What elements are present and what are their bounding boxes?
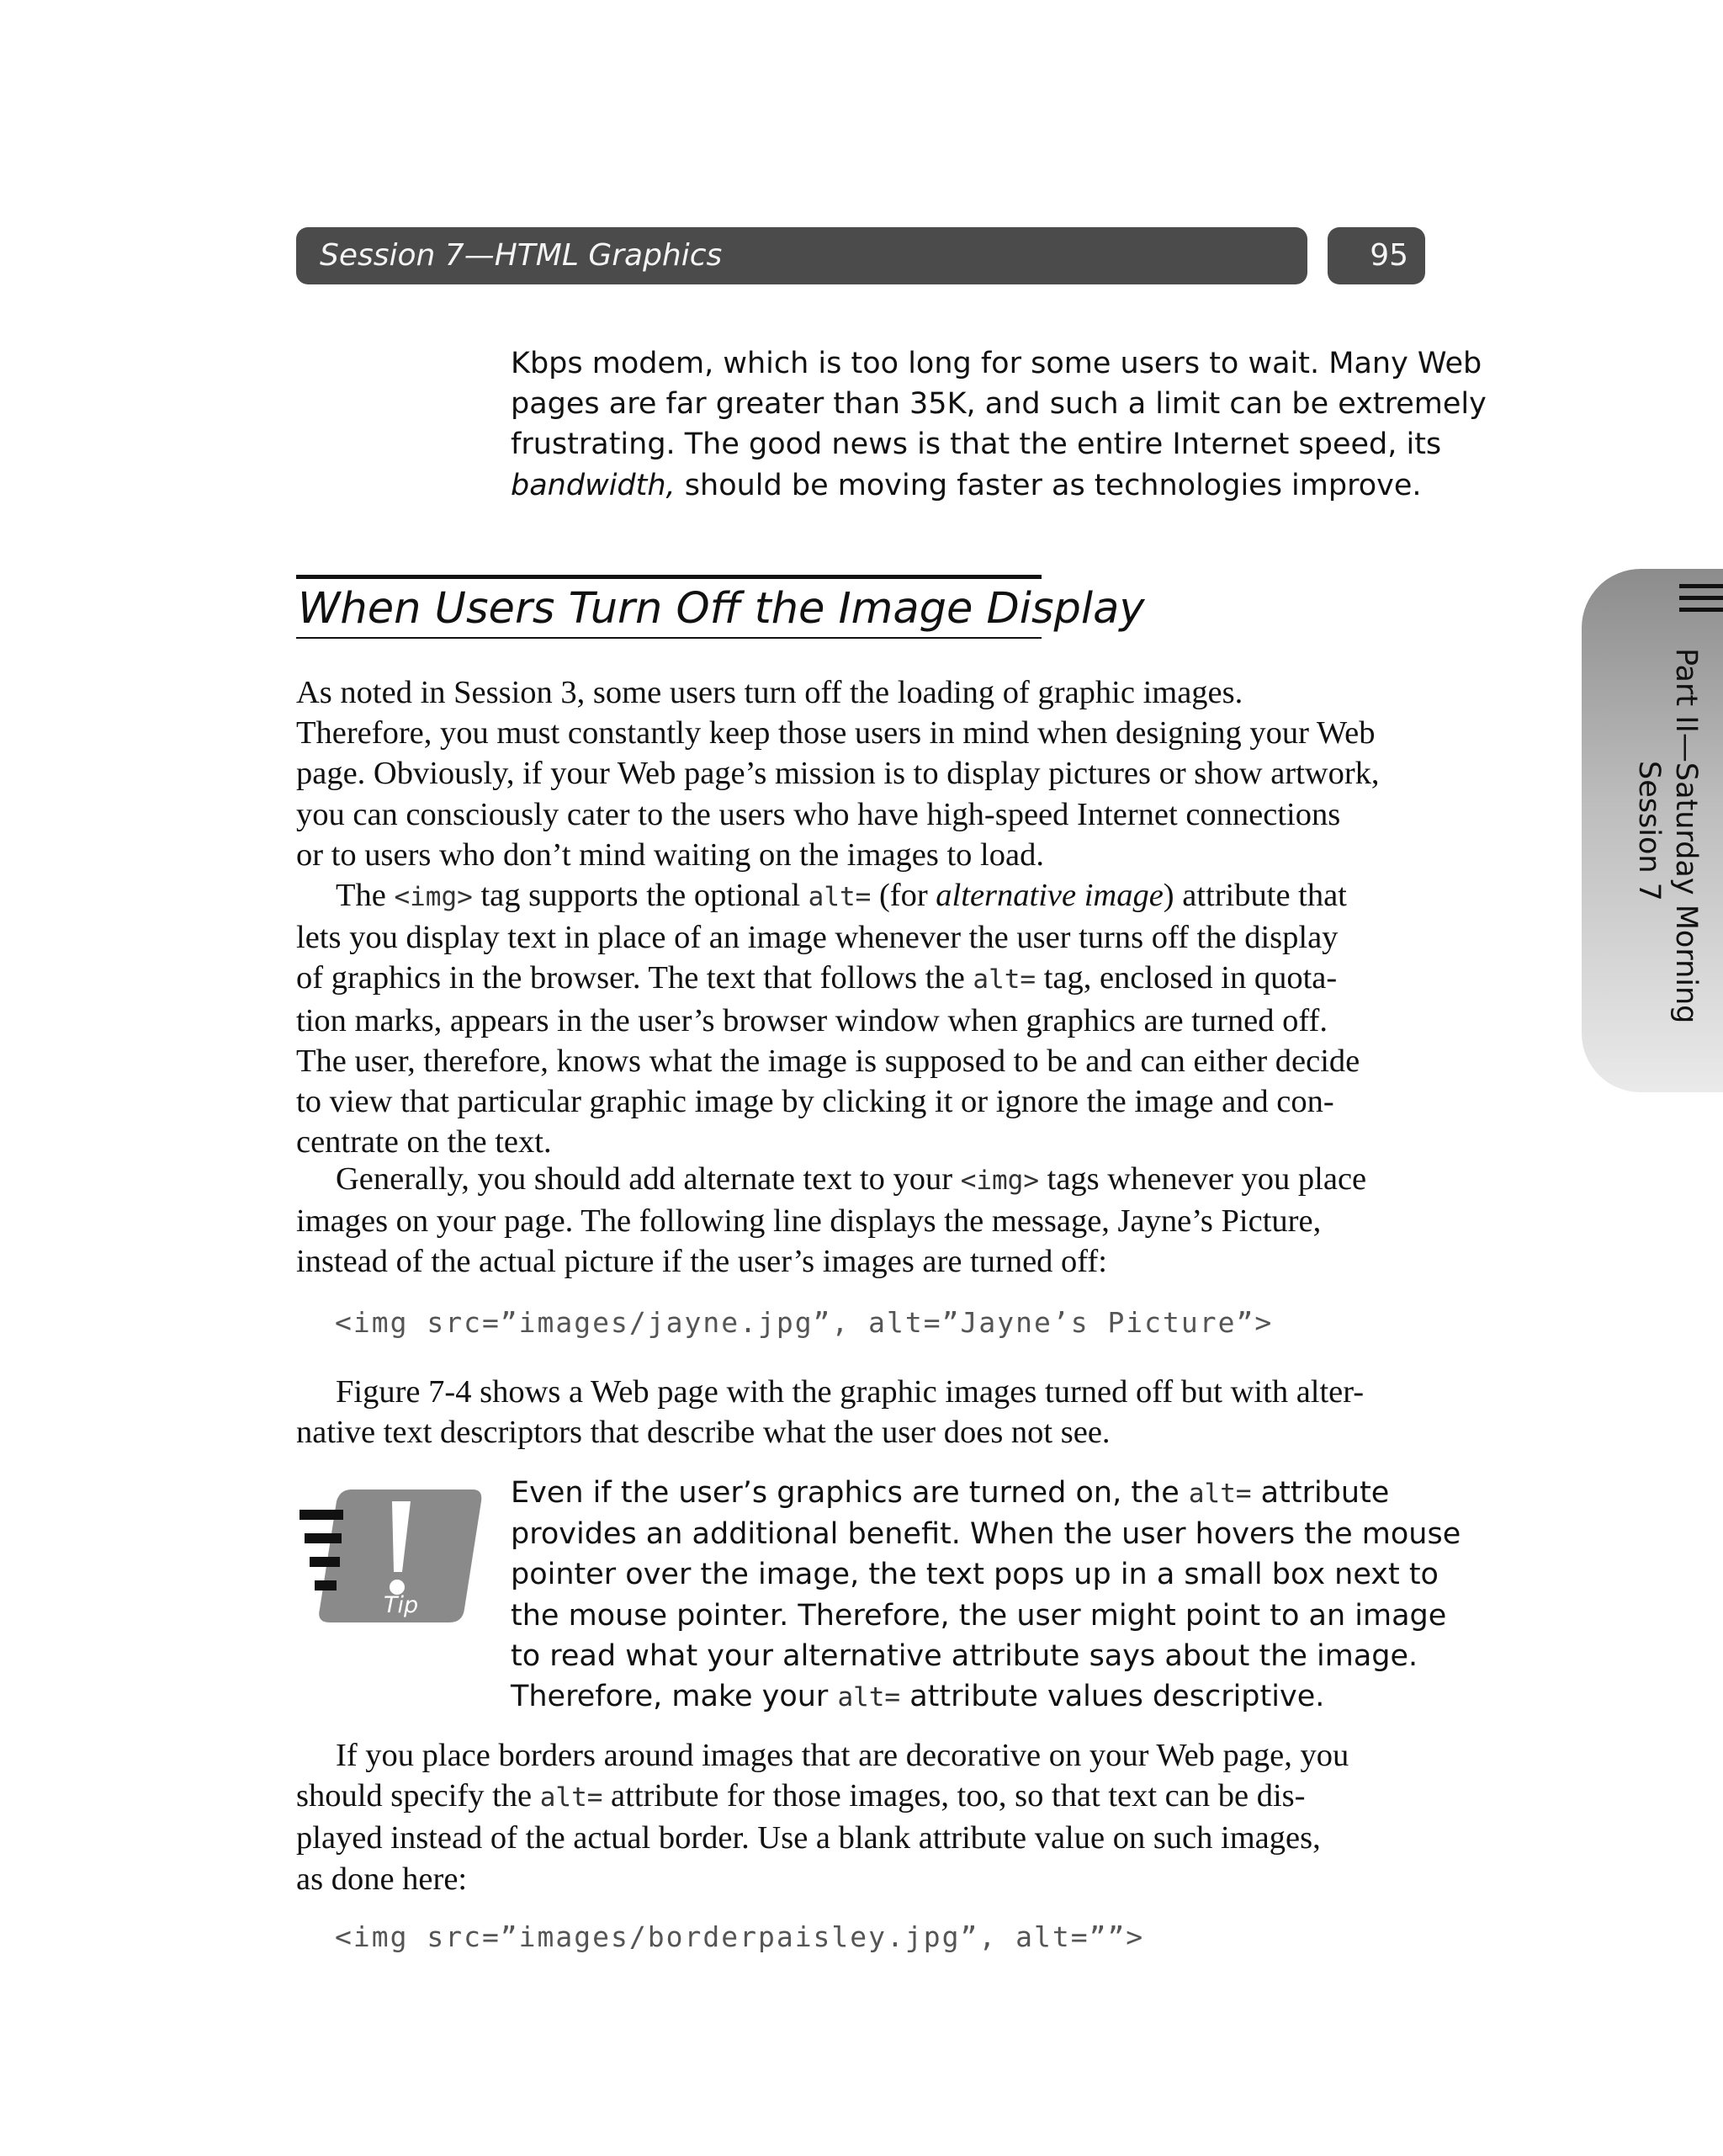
text-line: as done here:: [296, 1861, 468, 1897]
text-line: As noted in Session 3, some users turn off the loading of graphic images.: [296, 675, 1243, 710]
text-line: of graphics in the browser. The text that follows the alt= tag, enclosed in quota-: [296, 960, 1338, 996]
tab-rules-icon: [1679, 584, 1723, 619]
paragraph-3: [296, 1159, 1423, 1282]
text-line: Therefore, you must constantly keep those users in mind when designing your Web: [296, 715, 1376, 751]
section-underline: [296, 637, 1042, 639]
running-header: [296, 227, 1307, 284]
text-line: The user, therefore, knows what the image is supposed to be and can either decide: [296, 1043, 1360, 1079]
tip-icon-label: Tip: [384, 1592, 419, 1618]
tip-icon: [296, 1486, 485, 1626]
text-line: you can consciously cater to the users who have high-speed Internet connections: [296, 796, 1341, 832]
code-example-1: <img src=”images/jayne.jpg”, alt=”Jayne’s Picture”>: [335, 1306, 1274, 1339]
tip-line: to read what your alternative attribute says about the image.: [511, 1638, 1418, 1673]
part-tab-label: [1587, 648, 1704, 1153]
part-tab-line1: Part II—Saturday Morning: [1669, 648, 1703, 1024]
text-line: If you place borders around images that are decorative on your Web page, you: [336, 1738, 1349, 1773]
tip-line: pointer over the image, the text pops up in a small box next to: [511, 1558, 1439, 1592]
code-example-2: <img src=”images/borderpaisley.jpg”, alt=””>: [335, 1920, 1145, 1953]
header-title: Session 7—HTML Graphics: [320, 238, 723, 273]
intro-continuation: [511, 343, 1487, 506]
paragraph-1: [296, 672, 1423, 875]
text-line: native text descriptors that describe what the user does not see.: [296, 1415, 1111, 1451]
text-line: instead of the actual picture if the user’s images are turned off:: [296, 1244, 1107, 1280]
text-line: should specify the alt= attribute for those images, too, so that text can be dis-: [296, 1778, 1306, 1814]
paragraph-2: [296, 875, 1423, 1162]
text-line: images on your page. The following line displays the message, Jayne’s Picture,: [296, 1203, 1322, 1240]
part-tab-line2: Session 7: [1632, 761, 1666, 901]
tip-line: the mouse pointer. Therefore, the user might point to an image: [511, 1598, 1447, 1633]
bandwidth-term: bandwidth,: [511, 468, 676, 502]
tip-text: [511, 1473, 1461, 1718]
text-line: played instead of the actual border. Use a blank attribute value on such images,: [296, 1820, 1321, 1856]
section-top-rule: [296, 575, 1042, 579]
text-line: or to users who don’t mind waiting on the images to load.: [296, 836, 1044, 873]
paragraph-5: [296, 1735, 1423, 1899]
page-number-box: [1328, 227, 1425, 284]
tip-line: provides an additional benefit. When the user hovers the mouse: [511, 1517, 1461, 1552]
text-line: tion marks, appears in the user’s browser window when graphics are turned off.: [296, 1002, 1328, 1038]
paragraph-4: [296, 1372, 1423, 1452]
text-line: lets you display text in place of an image whenever the user turns off the display: [296, 920, 1339, 956]
text-line: Figure 7-4 shows a Web page with the graphic images turned off but with alter-: [336, 1374, 1365, 1410]
intro-line: Kbps modem, which is too long for some users to wait. Many Web: [511, 347, 1482, 380]
tip-line: Therefore, make your alt= attribute values descriptive.: [511, 1680, 1325, 1714]
text-line: page. Obviously, if your Web page’s mission is to display pictures or show artwork,: [296, 756, 1380, 792]
tip-line: Even if the user’s graphics are turned on, the alt= attribute: [511, 1476, 1390, 1510]
text-line: centrate on the text.: [296, 1124, 552, 1160]
page-number: 95: [1370, 238, 1408, 273]
intro-line: bandwidth, should be moving faster as technologies improve.: [511, 468, 1422, 502]
intro-line: pages are far greater than 35K, and such a limit can be extremely: [511, 387, 1487, 422]
text-line: Generally, you should add alternate text to your <img> tags whenever you place: [336, 1161, 1367, 1197]
text-line: The <img> tag supports the optional alt= (for alternative image) attribute that: [336, 878, 1347, 913]
section-title: When Users Turn Off the Image Display: [298, 584, 1145, 634]
intro-line: frustrating. The good news is that the entire Internet speed, its: [511, 427, 1442, 462]
text-line: to view that particular graphic image by clicking it or ignore the image and con-: [296, 1084, 1334, 1120]
